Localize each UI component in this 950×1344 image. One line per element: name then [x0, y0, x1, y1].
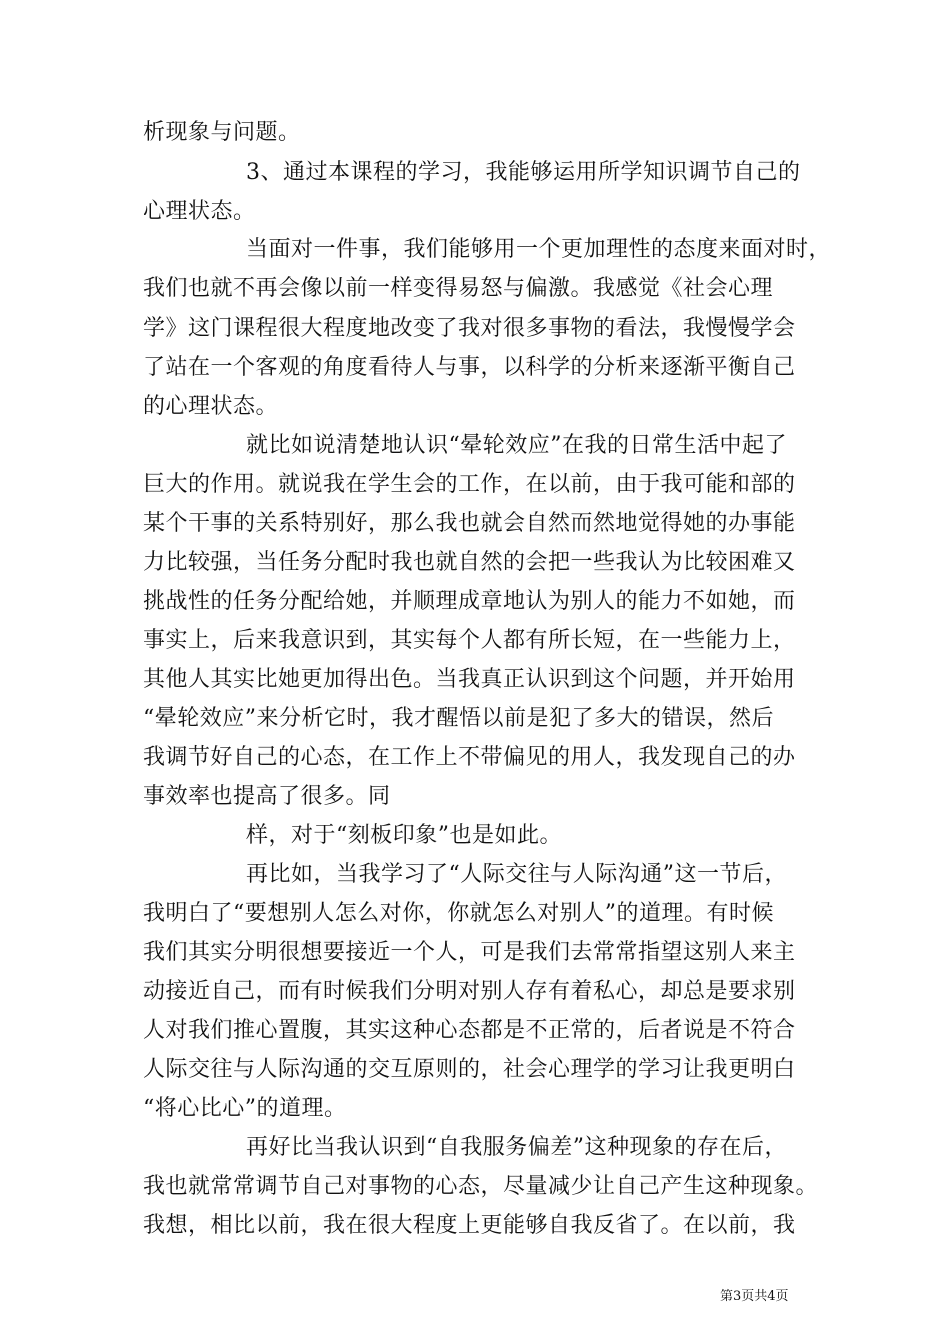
text-line: 力比较强，当任务分配时我也就自然的会把一些我认为比较困难又	[143, 550, 796, 575]
text-line: 析现象与问题。	[143, 120, 301, 145]
text-line: 的心理状态。	[143, 394, 279, 419]
text-line: 了站在一个客观的角度看待人与事，以科学的分析来逐渐平衡自己	[143, 355, 796, 380]
text-line: “将心比心”的道理。	[143, 1096, 347, 1121]
text-line: 事实上，后来我意识到，其实每个人都有所长短，在一些能力上，	[143, 628, 796, 653]
text-line: 心理状态。	[143, 199, 256, 224]
text-line: 就比如说清楚地认识“晕轮效应”在我的日常生活中起了	[246, 433, 787, 458]
text-line: 当面对一件事，我们能够用一个更加理性的态度来面对时，	[246, 237, 832, 262]
text-line: 我明白了“要想别人怎么对你，你就怎么对别人”的道理。有时候	[143, 901, 774, 926]
text-line: 3、通过本课程的学习，我能够运用所学知识调节自己的	[246, 160, 801, 185]
text-line: 我想，相比以前，我在很大程度上更能够自我反省了。在以前，我	[143, 1213, 796, 1238]
text-line: 我们也就不再会像以前一样变得易怒与偏激。我感觉《社会心理	[143, 276, 774, 301]
text-line: 样，对于“刻板印象”也是如此。	[246, 823, 562, 848]
text-line: 再好比当我认识到“自我服务偏差”这种现象的存在后，	[246, 1135, 787, 1160]
page-number-footer: 第3页共4页	[720, 1289, 789, 1304]
text-line: 人际交往与人际沟通的交互原则的，社会心理学的学习让我更明白	[143, 1057, 796, 1082]
text-line: 某个干事的关系特别好，那么我也就会自然而然地觉得她的办事能	[143, 511, 796, 536]
text-line: 事效率也提高了很多。同	[143, 784, 391, 809]
text-line: 动接近自己，而有时候我们分明对别人存有着私心，却总是要求别	[143, 979, 796, 1004]
text-line: 挑战性的任务分配给她，并顺理成章地认为别人的能力不如她，而	[143, 589, 796, 614]
text-line: 我们其实分明很想要接近一个人，可是我们去常常指望这别人来主	[143, 940, 796, 965]
text-line: 其他人其实比她更加得出色。当我真正认识到这个问题，并开始用	[143, 667, 796, 692]
text-line: 我调节好自己的心态，在工作上不带偏见的用人，我发现自己的办	[143, 745, 796, 770]
text-line: “晕轮效应”来分析它时，我才醒悟以前是犯了多大的错误，然后	[143, 706, 774, 731]
text-line: 人对我们推心置腹，其实这种心态都是不正常的，后者说是不符合	[143, 1018, 796, 1043]
text-line: 学》这门课程很大程度地改变了我对很多事物的看法，我慢慢学会	[143, 316, 796, 341]
text-line: 巨大的作用。就说我在学生会的工作，在以前，由于我可能和部的	[143, 472, 796, 497]
text-line: 我也就常常调节自己对事物的心态，尽量减少让自己产生这种现象。	[143, 1174, 819, 1199]
text-line: 再比如，当我学习了“人际交往与人际沟通”这一节后，	[246, 862, 787, 887]
